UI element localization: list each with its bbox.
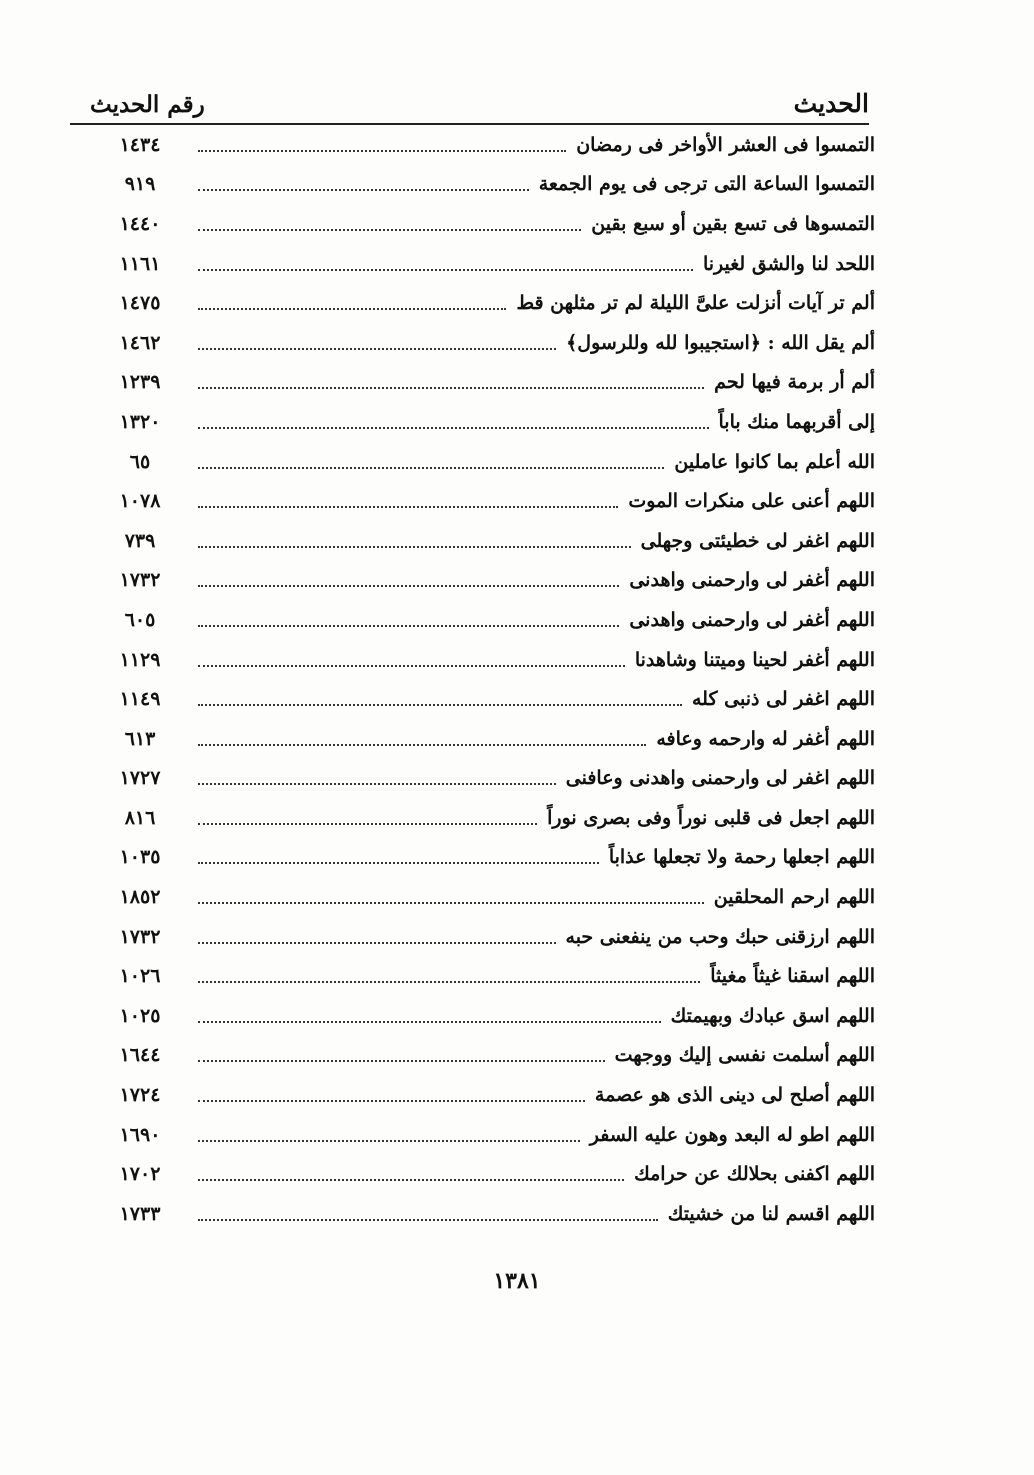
hadith-text: اللهم أغفر لى وارحمنى واهدنى (629, 608, 875, 631)
dot-leader (198, 348, 556, 350)
index-entry (110, 323, 875, 363)
hadith-text: اللهم اقسم لنا من خشيتك (667, 1202, 875, 1225)
dot-leader (198, 942, 556, 944)
dot-leader (198, 150, 566, 152)
dot-leader (198, 229, 581, 231)
hadith-text: ألم أر برمة فيها لحم (714, 371, 875, 394)
hadith-number: ١١٢٩ (119, 648, 161, 671)
index-entry (110, 679, 875, 719)
hadith-text: ألم يقل الله : ﴿استجيبوا لله وللرسول﴾ (566, 331, 875, 354)
dot-leader (198, 1140, 580, 1142)
dot-leader (198, 744, 646, 746)
hadith-number: ١٧٣٣ (119, 1202, 161, 1225)
hadith-text: اللهم اغفر لى وارحمنى واهدنى وعافنى (565, 767, 875, 790)
index-entry (110, 798, 875, 838)
index-entry (110, 561, 875, 601)
hadith-number: ١٢٣٩ (119, 371, 161, 394)
hadith-text: اللهم اغفر لى ذنبى كله (692, 688, 875, 711)
hadith-number: ١٨٥٢ (119, 886, 161, 909)
index-entry (110, 759, 875, 799)
index-entry (110, 481, 875, 521)
hadith-text: اللهم اجعلها رحمة ولا تجعلها عذاباً (608, 846, 875, 869)
hadith-number: ٦٠٥ (124, 608, 156, 631)
dot-leader (198, 585, 619, 587)
index-entry (110, 283, 875, 323)
hadith-text: اللهم اغفر لى خطيئتى وجهلى (640, 529, 875, 552)
page-number: ١٣٨١ (493, 1268, 541, 1294)
hadith-number: ٦١٣ (124, 727, 156, 750)
hadith-number: ٩١٩ (124, 173, 156, 196)
index-entry (110, 1075, 875, 1115)
dot-leader (198, 506, 618, 508)
index-entry (110, 1115, 875, 1155)
hadith-number: ١٧٢٧ (119, 767, 161, 790)
hadith-column-title: الحديث (793, 89, 869, 118)
dot-leader (198, 823, 537, 825)
hadith-text: اللهم اسق عبادك وبهيمتك (670, 1004, 875, 1027)
hadith-text: اللهم أغفر لحينا وميتنا وشاهدنا (634, 648, 875, 671)
hadith-number: ١٧٣٢ (119, 925, 161, 948)
dot-leader (198, 1179, 624, 1181)
dot-leader (198, 269, 693, 271)
hadith-text: اللحد لنا والشق لغيرنا (702, 252, 875, 275)
index-entry (110, 402, 875, 442)
index-entry (110, 996, 875, 1036)
hadith-number: ١٠٢٦ (119, 965, 161, 988)
hadith-number: ١٣٢٠ (119, 410, 161, 433)
hadith-text: التمسوا الساعة التى ترجى فى يوم الجمعة (538, 173, 875, 196)
index-entry (110, 917, 875, 957)
hadith-index-list (110, 125, 875, 1234)
hadith-number: ١٧٠٢ (119, 1163, 161, 1186)
dot-leader (198, 981, 700, 983)
index-entry (110, 363, 875, 403)
hadith-text: اللهم أصلح لى دينى الذى هو عصمة (594, 1084, 875, 1107)
hadith-text: اللهم اطو له البعد وهون عليه السفر (589, 1123, 875, 1146)
hadith-number: ١٤٧٥ (119, 292, 161, 315)
hadith-number-column-title: رقم الحديث (90, 91, 205, 118)
hadith-number: ١٦٤٤ (119, 1044, 161, 1067)
dot-leader (198, 546, 631, 548)
dot-leader (198, 783, 556, 785)
dot-leader (198, 665, 625, 667)
dot-leader (198, 427, 709, 429)
hadith-number: ٦٥ (129, 450, 151, 473)
hadith-text: اللهم أعنى على منكرات الموت (628, 490, 875, 513)
dot-leader (198, 1219, 658, 1221)
hadith-text: التمسوها فى تسع بقين أو سبع بقين (591, 212, 875, 235)
dot-leader (198, 308, 506, 310)
index-entry (110, 600, 875, 640)
index-entry (110, 838, 875, 878)
index-entry (110, 1194, 875, 1234)
index-entry (110, 877, 875, 917)
hadith-text: اللهم اكفنى بحلالك عن حرامك (634, 1163, 875, 1186)
dot-leader (198, 387, 704, 389)
index-entry (110, 1154, 875, 1194)
dot-leader (198, 625, 619, 627)
index-entry (110, 125, 875, 165)
hadith-number: ١٤٦٢ (119, 331, 161, 354)
hadith-number: ١٠٧٨ (119, 490, 161, 513)
dot-leader (198, 1100, 585, 1102)
hadith-text: اللهم ارزقنى حبك وحب من ينفعنى حبه (565, 925, 875, 948)
index-entry (110, 165, 875, 205)
hadith-number: ١٤٤٠ (119, 212, 161, 235)
dot-leader (198, 1060, 605, 1062)
index-entry (110, 204, 875, 244)
index-entry (110, 1036, 875, 1076)
dot-leader (198, 902, 704, 904)
index-entry (110, 640, 875, 680)
index-entry (110, 521, 875, 561)
hadith-number: ١١٦١ (119, 252, 161, 275)
hadith-text: الله أعلم بما كانوا عاملين (674, 450, 875, 473)
hadith-text: ألم تر آيات أنزلت علىَّ الليلة لم تر مثلهن قط (516, 292, 875, 315)
hadith-text: اللهم اسقنا غيثاً مغيثاً (710, 965, 875, 988)
hadith-number: ١٦٩٠ (119, 1123, 161, 1146)
dot-leader (198, 467, 664, 469)
hadith-number: ١١٤٩ (119, 688, 161, 711)
hadith-number: ١٠٣٥ (119, 846, 161, 869)
hadith-number: ٨١٦ (124, 806, 156, 829)
hadith-number: ٧٣٩ (124, 529, 156, 552)
index-entry (110, 442, 875, 482)
hadith-number: ١٧٢٤ (119, 1084, 161, 1107)
dot-leader (198, 704, 682, 706)
hadith-number: ١٧٣٢ (119, 569, 161, 592)
page-header (70, 68, 869, 118)
hadith-text: اللهم أغفر لى وارحمنى واهدنى (629, 569, 875, 592)
hadith-text: إلى أقربهما منك باباً (718, 410, 875, 433)
dot-leader (198, 1021, 661, 1023)
hadith-text: اللهم ارحم المحلقين (713, 886, 875, 909)
dot-leader (198, 862, 599, 864)
index-entry (110, 244, 875, 284)
hadith-text: التمسوا فى العشر الأواخر فى رمضان (576, 133, 875, 156)
hadith-number: ١٠٢٥ (119, 1004, 161, 1027)
hadith-number: ١٤٣٤ (119, 133, 161, 156)
hadith-text: اللهم أسلمت نفسى إليك ووجهت (614, 1044, 875, 1067)
hadith-text: اللهم أغفر له وارحمه وعافه (656, 727, 875, 750)
index-entry (110, 719, 875, 759)
hadith-text: اللهم اجعل فى قلبى نوراً وفى بصرى نوراً (547, 806, 875, 829)
index-entry (110, 956, 875, 996)
dot-leader (198, 189, 529, 191)
